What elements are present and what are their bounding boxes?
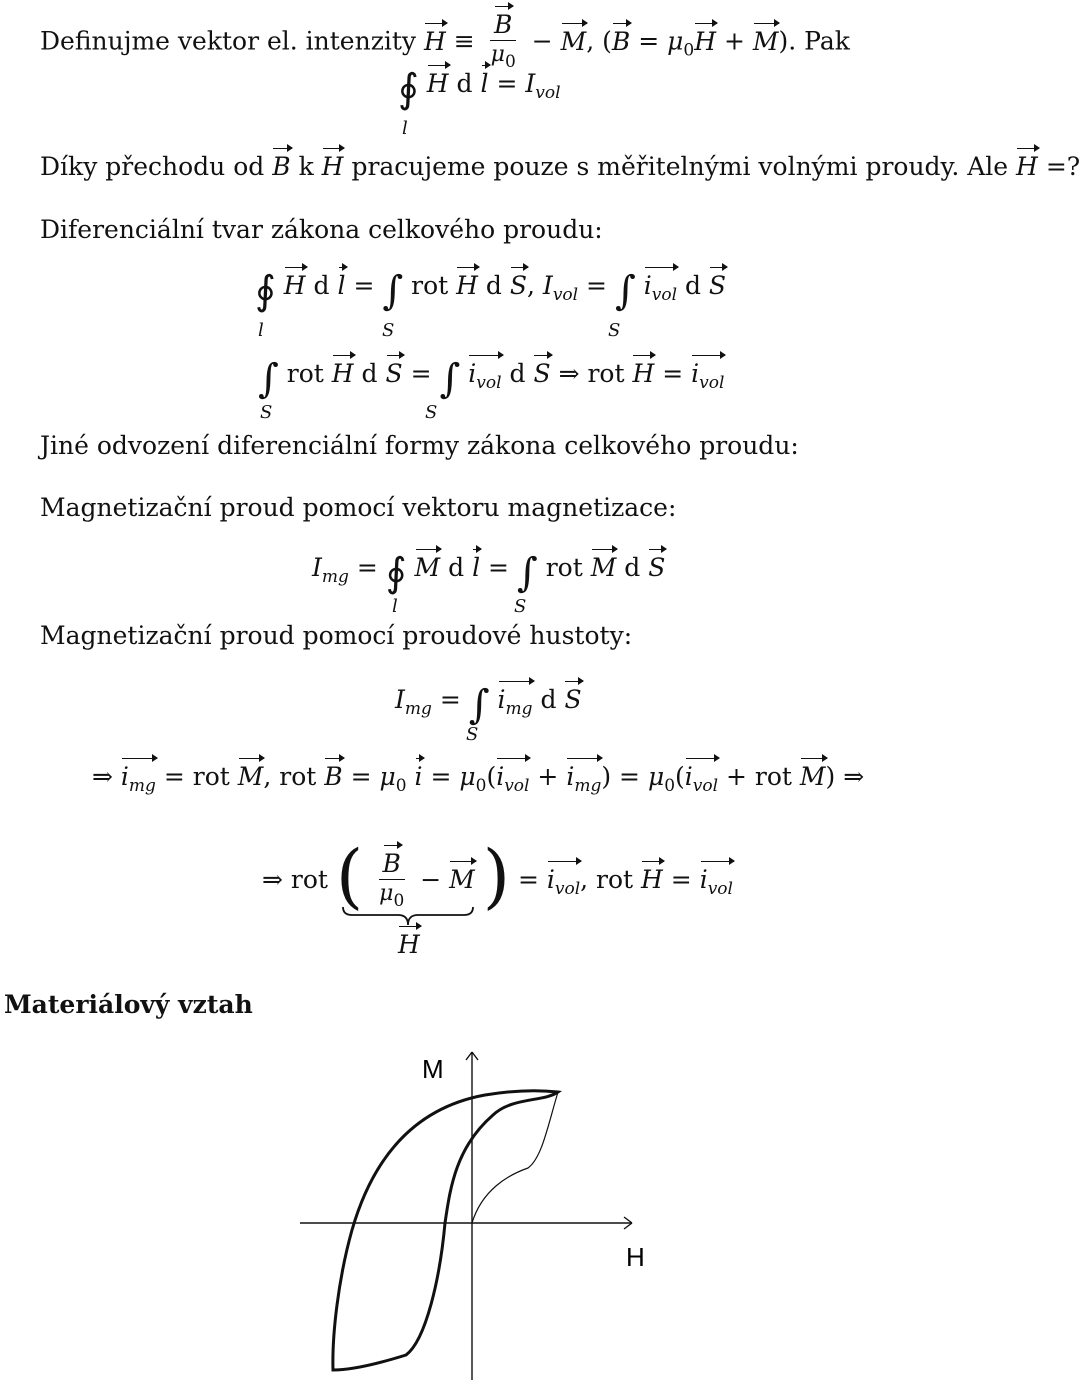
magnetization-vector-heading: Magnetizační proud pomocí vektoru magnetizace: [40,493,677,522]
magnetization-current-density: $I_{mg}$ = ∫ $i_{mg}$ d S [395,682,582,728]
integral-limit-l: l [402,118,408,139]
m-axis-label: M [422,1054,444,1084]
definition-text: Definujme vektor el. intenzity [40,26,417,56]
underbrace-label-h: H [398,930,420,959]
stokes-equation: ∮ H d l = ∫ rot H d S, $I_{vol}$ = ∫ $i_{vol}$ d S [255,268,727,314]
hysteresis-plot [290,1040,660,1385]
ampere-law-integral: ∮ H d $l = I_{vol}$ [398,66,561,112]
virgin-curve [472,1092,558,1223]
h-vector: H [424,26,446,56]
h-axis-label: H [626,1242,645,1272]
final-curl-equation: ⇒ rot ( $\frac{B}{\mu_0}$ − M ) = $i_{vol}$, rot $H = i_{vol}$ [262,835,733,917]
curl-equation: ∫ rot H d S = ∫ $i_{vol}$ d S ⇒ rot $H = i_{vol}$ [258,356,725,402]
magnetization-current-m: $I_{mg}$ = ∮ M d l = ∫ rot M d S [312,550,666,596]
b-over-mu-fraction: $\frac{B}{\mu_0}$ [490,10,516,72]
differential-heading: Diferenciální tvar zákona celkového proudu: [40,215,603,244]
definition-line: Definujme vektor el. intenzity H ≡ $\frac{B}{\mu_0}$ − M, $(B = \mu_0H + M)$. Pak [40,10,850,76]
alt-derivation-heading: Jiné odvození diferenciální formy zákona celkového proudu: [40,431,799,460]
material-heading: Materiálový vztah [4,990,253,1019]
hysteresis-loop [333,1091,558,1370]
transition-line: Díky přechodu od B k H pracujeme pouze s měřitelnými volnými proudy. Ale H =? [40,152,1080,181]
implication-line: ⇒ $i_{mg}$ = rot M, rot $B = \mu_0$ $i = \mu_0(i_{vol} + i_{mg}) = \mu_0(i_{vol}$ + rot M) ⇒ [92,762,865,796]
pak-text: Pak [804,26,850,56]
magnetization-density-heading: Magnetizační proud pomocí proudové hustoty: [40,621,633,650]
